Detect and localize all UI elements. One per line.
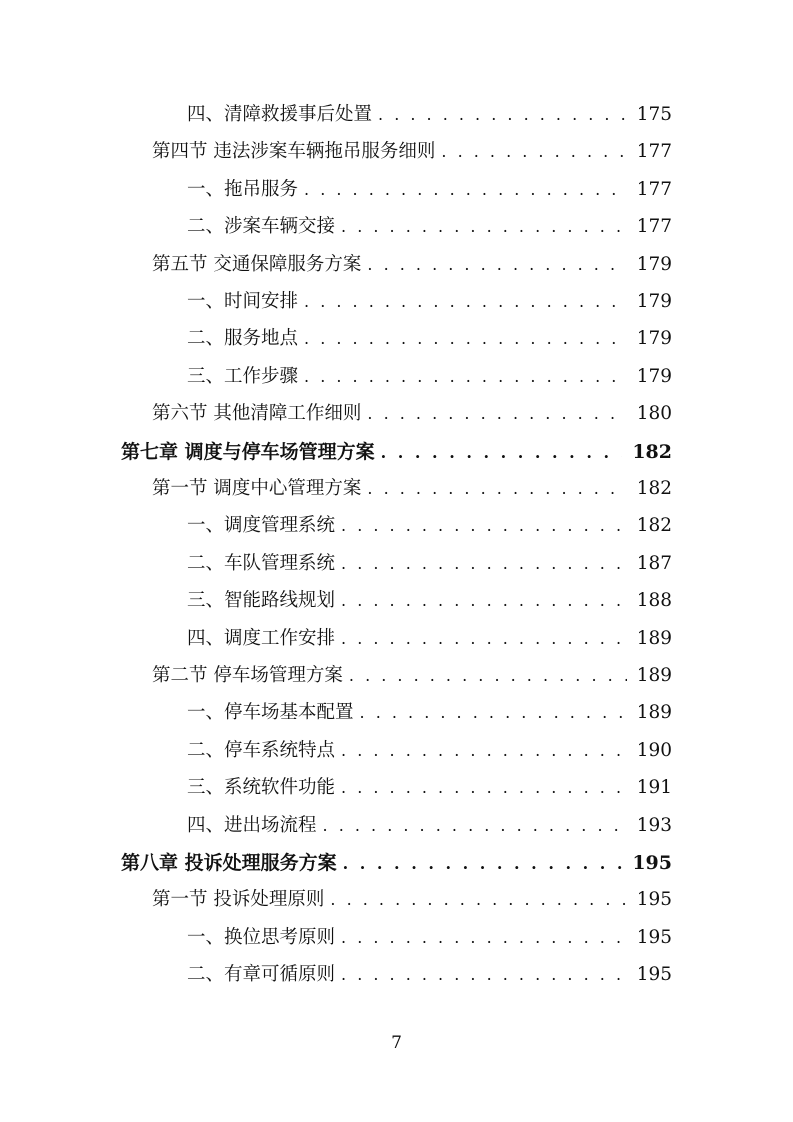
toc-entry-title: 二、停车系统特点 (187, 739, 336, 761)
toc-entry-page: 191 (636, 777, 672, 799)
toc-entry-page: 182 (636, 515, 672, 537)
toc-entry-page: 193 (636, 814, 672, 836)
toc-dot-leader (341, 736, 627, 766)
toc-entry[interactable] (187, 773, 672, 803)
toc-entry-title: 第四节 违法涉案车辆拖吊服务细则 (152, 141, 436, 163)
toc-entry-page: 180 (636, 403, 672, 425)
toc-dot-leader (349, 661, 627, 691)
toc-entry-title: 第五节 交通保障服务方案 (152, 253, 362, 275)
toc-entry[interactable] (152, 250, 672, 280)
toc-entry-page: 195 (636, 889, 672, 911)
toc-dot-leader (341, 624, 627, 654)
toc-entry[interactable] (187, 549, 672, 579)
toc-entry-page: 195 (636, 964, 672, 986)
toc-entry-page: 195 (636, 926, 672, 948)
toc-entry-page: 189 (636, 665, 672, 686)
toc-dot-leader (304, 287, 627, 317)
toc-entry-page: 179 (636, 328, 672, 350)
toc-entry-page: 177 (636, 141, 672, 163)
toc-entry[interactable] (152, 661, 672, 691)
toc-entry-title: 一、拖吊服务 (187, 178, 299, 200)
toc-entry-title: 一、停车场基本配置 (187, 702, 354, 724)
toc-entry-page: 177 (636, 178, 672, 200)
toc-entry[interactable] (187, 624, 672, 654)
toc-entry[interactable] (187, 175, 672, 205)
toc-entry[interactable] (187, 811, 672, 841)
toc-entry-page: 195 (632, 852, 672, 874)
toc-entry-title: 一、换位思考原则 (187, 926, 336, 948)
toc-entry-title: 第二节 停车场管理方案 (152, 665, 343, 686)
toc-dot-leader (341, 511, 627, 541)
toc-entry[interactable] (187, 362, 672, 392)
toc-dot-leader (323, 811, 627, 841)
toc-entry-title: 三、系统软件功能 (187, 777, 336, 799)
toc-dot-leader (304, 362, 627, 392)
toc-dot-leader (441, 137, 626, 167)
toc-entry-page: 179 (636, 365, 672, 387)
toc-dot-leader (330, 885, 626, 915)
toc-entry-title: 四、进出场流程 (187, 814, 317, 836)
toc-entry[interactable] (152, 474, 672, 504)
toc-entry[interactable] (187, 212, 672, 242)
page-number: 7 (391, 1033, 402, 1053)
toc-entry-title: 二、服务地点 (187, 328, 299, 350)
toc-entry[interactable] (187, 511, 672, 541)
toc-dot-leader (360, 698, 627, 728)
toc-entry-title: 三、智能路线规划 (187, 590, 336, 612)
toc-entry-title: 二、涉案车辆交接 (187, 216, 336, 238)
toc-entry-title: 四、调度工作安排 (187, 627, 336, 649)
toc-entry[interactable] (187, 100, 672, 130)
toc-entry-page: 188 (636, 590, 672, 612)
toc-dot-leader (341, 549, 627, 579)
toc-dot-leader (341, 212, 627, 242)
toc-entry-title: 第一节 投诉处理原则 (152, 889, 325, 911)
toc-entry-page: 189 (636, 702, 672, 724)
toc-entry-title: 三、工作步骤 (187, 365, 299, 387)
toc-entry-title: 一、时间安排 (187, 291, 299, 312)
toc-dot-leader (304, 175, 627, 205)
toc-entry-page: 179 (636, 291, 672, 312)
toc-entry-title: 第六节 其他清障工作细则 (152, 403, 362, 425)
toc-entry-page: 189 (636, 627, 672, 649)
toc-entry[interactable] (152, 885, 672, 915)
toc-entry-title: 第八章 投诉处理服务方案 (121, 852, 337, 874)
toc-entry-page: 179 (636, 253, 672, 275)
toc-entry-page: 175 (636, 104, 672, 125)
toc-entry-title: 第一节 调度中心管理方案 (152, 478, 362, 499)
toc-entry-title: 四、清障救援事后处置 (187, 104, 373, 125)
toc-entry[interactable] (187, 287, 672, 317)
toc-entry[interactable] (152, 399, 672, 429)
toc-entry[interactable] (187, 698, 672, 728)
toc-entry-title: 第七章 调度与停车场管理方案 (121, 440, 375, 463)
toc-entry[interactable] (187, 923, 672, 953)
toc-dot-leader (304, 324, 627, 354)
toc-dot-leader (367, 474, 626, 504)
toc-entry-page: 187 (636, 552, 672, 574)
toc-entry[interactable] (187, 960, 672, 990)
toc-entry[interactable] (187, 736, 672, 766)
toc-entry-page: 182 (636, 478, 672, 499)
toc-dot-leader (341, 923, 627, 953)
toc-dot-leader (341, 773, 627, 803)
toc-dot-leader (367, 250, 626, 280)
toc-entry-title: 一、调度管理系统 (187, 515, 336, 537)
toc-entry[interactable] (187, 324, 672, 354)
toc-dot-leader (378, 100, 627, 130)
toc-dot-leader (341, 960, 627, 990)
toc-entry-title: 二、车队管理系统 (187, 552, 336, 574)
toc-dot-leader (343, 849, 623, 879)
toc-entry-page: 190 (636, 739, 672, 761)
toc-entry-page: 177 (636, 216, 672, 238)
toc-entry[interactable] (187, 586, 672, 616)
toc-entry-page: 182 (632, 440, 672, 463)
toc-entry-title: 二、有章可循原则 (187, 964, 336, 986)
toc-dot-leader (381, 438, 623, 468)
toc-dot-leader (367, 399, 626, 429)
toc-entry[interactable] (152, 137, 672, 167)
toc-entry[interactable] (121, 848, 672, 878)
toc-entry[interactable] (121, 437, 672, 467)
toc-dot-leader (341, 586, 627, 616)
